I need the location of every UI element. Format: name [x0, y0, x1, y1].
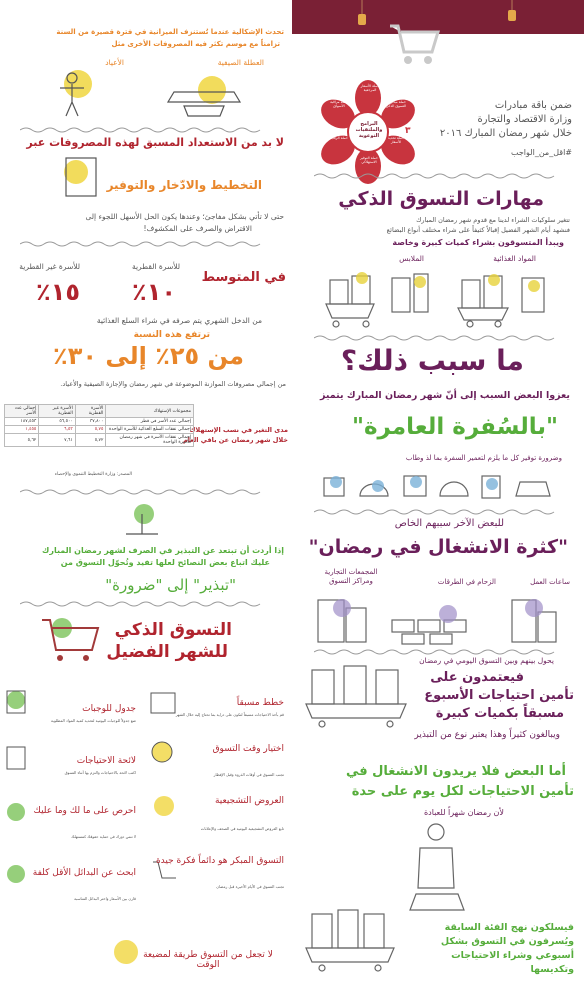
tip-desc-rights: لا تنس دورك في حماية حقوقك كمستهلك	[71, 834, 136, 839]
prepare-text: لا بد من الاستعداد المسبق لهذه المصروفات عبر	[26, 136, 284, 149]
city-icons	[312, 590, 572, 646]
label-food: المواد الغذائية	[493, 254, 536, 263]
budget-para-4: الاقتراض والصرف على المكشوف!	[143, 224, 252, 233]
tip-title-offers: العروض التشجيعية	[214, 796, 284, 806]
table-source: المصدر: وزارة التخطيط التنموي والإحصاء	[54, 472, 132, 477]
intro-line-3: خلال شهر رمضان المبارك ٢٠١٦	[439, 128, 572, 139]
tip-title-alternatives: ابحث عن البدائل الأقل كلفة	[32, 868, 136, 878]
waste-para-2: عليك اتباع بعض النصائح لعلها تفيد وتُحوّل التسوق من	[60, 558, 270, 567]
end-line-2: ويُسرفون في التسوق بشكل	[440, 936, 574, 947]
waste-quote: "تبذير" إلى "ضرورة"	[105, 576, 236, 594]
side-note-2: خلال شهر رمضان عن باقي العام	[182, 436, 288, 444]
right-column	[292, 0, 584, 1000]
tip-desc-early: تجنب التسوق في الأيام الأخيرة قبل رمضان	[216, 884, 284, 889]
busy-lead: للبعض الآخر سببهم الخاص	[394, 518, 504, 529]
green-title-2: تأمين الاحتياجات لكل يوم على حدة	[351, 784, 574, 799]
tip-desc-meal: ضع جدولاً للوجبات اليومية لتحديد كمية المواد المطلوبة	[50, 718, 136, 723]
avg-text: في المتوسط	[201, 270, 286, 285]
list-icon	[4, 744, 30, 774]
table-cell: إجمالي نفقات الأسرة في شهر رمضان للأسرة الواحدة	[106, 434, 194, 447]
stats-para-2: من إجمالي مصروفات الموازنة الموضوعة في شهر رمضان والإجازة الصيفية والأعياد.	[60, 380, 286, 388]
summer-eid-icons	[54, 62, 254, 122]
tip-title-early: التسوق المبكر هو دائماً فكرة جيدة	[155, 856, 284, 866]
intro-line-1: ضمن باقة مبادرات	[494, 100, 572, 111]
praying-man-icon	[392, 818, 482, 922]
table-cell: ١,٤٥٥	[5, 426, 39, 434]
table-cell: ٥,٧٥	[75, 426, 106, 434]
wave-divider-7	[20, 488, 270, 496]
weekly-title-2: تأمين احتياجات الأسبوع	[424, 688, 574, 703]
smart-para-1: تتغير سلوكيات الشراء لدينا مع قدوم شهر رمضان المبارك	[416, 216, 570, 224]
why-para-1: يعزوا البعض السبب إلى أنّ شهر رمضان المبارك يتميز	[319, 390, 570, 401]
clock-icon	[148, 738, 176, 768]
big-stat: من ٢٥٪ إلى ٣٠٪	[53, 342, 244, 370]
petal-label-4: حملة التوفير الاستهلاكي	[360, 156, 378, 164]
why-title: ما سبب ذلك؟	[340, 344, 524, 377]
plant-hand-icon	[120, 500, 164, 540]
rights-icon	[4, 800, 30, 830]
carts-icon-2	[302, 908, 398, 974]
wave-divider	[314, 172, 564, 180]
table-header: مجموعات الإستهلاك	[106, 405, 194, 418]
end-line-4: وتكديسها	[530, 964, 574, 975]
tip-desc-time: تجنب التسوق في أوقات الذروة وقبل الإفطار	[213, 772, 284, 777]
table-cell: إجمالي نفقات السلع الغذائية للأسرة الواحدة	[106, 426, 194, 434]
tip-title-time: اختيار وقت التسوق	[212, 744, 284, 754]
stat-qatari: ١٠٪	[132, 278, 176, 306]
consumption-table	[4, 404, 194, 447]
smart-para-2: فنشهد أيام الشهر الفضيل إقبالاً كثيفاً على شراء مختلف أنواع البضائع	[386, 226, 570, 234]
budget-para-1: تحدث الإشكالية عندما تُستنزف الميزانية في فترة قصيرة من السنة	[56, 28, 284, 36]
petal-label-3: حملة تحديد الأسعار	[387, 136, 405, 144]
table-cell: ٣٧,٨٠٠	[75, 418, 106, 426]
wave-divider-3	[314, 508, 564, 516]
flower-center-label: البرامج والملتقيات التوعوية	[355, 121, 383, 139]
busy-label-work: ساعات العمل	[530, 578, 570, 586]
tip-title-time-waste: لا تجعل من التسوق طريقة لمضيعة الوقت	[143, 950, 273, 970]
petal-label-2: حملة مبادرات التسوق الذكي	[385, 100, 407, 108]
table-cell: ٦,٥٣	[39, 426, 75, 434]
tip-title-rights: احرص على ما لك وما عليك	[33, 806, 136, 816]
wave-divider-8	[20, 600, 270, 608]
table-cell: إجمالي عدد الأسر في قطر	[106, 418, 194, 426]
alternatives-icon	[4, 862, 30, 892]
end-line-1: فيسلكون نهج الفئة السابقة	[444, 922, 574, 933]
food-icons	[320, 468, 560, 504]
tip-desc-offers: تابع العروض التشجيعية اليومية في الصحف والإعلانات	[200, 826, 284, 831]
budget-para-2: تزامناً مع موسم تكثر فيه المصروفات الأخرى مثل	[111, 40, 280, 48]
label-non-qatari: للأسرة غير القطرية	[19, 262, 80, 271]
label-clothes: الملابس	[399, 254, 424, 263]
megaphone-icon	[150, 792, 178, 822]
tip-title-meal: جدول للوجبات	[82, 704, 136, 714]
weekly-para-2: لأن رمضان شهراً للعبادة	[423, 808, 504, 817]
intro-line-2: وزارة الاقتصاد والتجارة	[477, 114, 572, 125]
stats-para-1: من الدخل الشهري يتم صرفه في شراء السلع الغذائية	[96, 316, 262, 325]
end-line-3: أسبوعي وشراء الاحتياجات	[451, 950, 574, 961]
flower-number: ٣	[405, 126, 411, 136]
wave-divider-4	[314, 648, 564, 656]
weekly-title-1: فيعتمدون على	[430, 670, 524, 685]
table-cell: ٧,٦١	[39, 434, 75, 447]
busy-label-traffic: الزحام في الطرقات	[437, 578, 496, 586]
table-header: الأسرة غير القطرية	[39, 405, 75, 418]
cart-cash-icon	[38, 610, 102, 666]
label-qatari: للأسرة القطرية	[131, 262, 180, 271]
shopping-icons	[322, 266, 562, 330]
table-cell: ٥,٦٢	[5, 434, 39, 447]
table-header: إجمالي عدد الأسر	[5, 405, 39, 418]
wave-divider-2	[314, 334, 564, 342]
petal-label-5: حملة الرقابة	[330, 136, 348, 140]
calculator-icon	[54, 154, 114, 200]
smart-sub: ويبدأ المتسوقون بشراء كميات كبيرة وخاصة	[392, 238, 564, 247]
carts-icon	[302, 664, 412, 730]
label-summer: العطلة الصيفية	[217, 58, 264, 67]
plan-text: التخطيط والادّخار والتوفير	[106, 178, 262, 192]
rise-text: ترتفع هذه النسبة	[133, 330, 210, 340]
wave-divider-5	[20, 126, 270, 134]
newspaper-icon	[148, 690, 178, 716]
budget-para-3: حتى لا تأتي بشكل مفاجئ؛ وعندها يكون الحل الأسهل اللجوء إلى	[85, 212, 284, 221]
weekly-para-1: ويبالغون كثيراً وهذا يعتبر نوع من التبذير	[414, 730, 560, 740]
why-para-2: وضرورة توفير كل ما يلزم لتعمير السفرة بما لذ وطاب	[405, 454, 562, 462]
weekly-title-3: مسبقاً بكميات كبيرة	[435, 706, 564, 721]
tips-title-1: التسوق الذكي	[114, 620, 232, 640]
wave-divider-6	[20, 240, 270, 248]
table-cell: ٥٦,٥٠٠	[39, 418, 75, 426]
tip-desc-list: اكتب لائحة بالاحتياجات والتزم بها أثناء التسوق	[64, 770, 136, 775]
waste-para-1: إذا أردت أن تبتعد عن التبذير في الصرف لشهر رمضان المبارك	[42, 546, 284, 555]
petal-label-6: حملة مراقبة الأسواق	[330, 100, 348, 108]
tip-title-list: لائحة الاحتياجات	[76, 756, 136, 766]
tip-title-plan: خطط مسبقاً	[236, 698, 284, 708]
why-quote: "بالسُفرة العامرة"	[352, 414, 558, 440]
busy-para: يحول بينهم وبين التسوق اليومي في رمضان	[419, 656, 554, 665]
table-cell: ١٨٧,٤٥٣	[5, 418, 39, 426]
busy-quote: "كثرة الانشغال في رمضان"	[308, 536, 568, 558]
label-eid: الأعياد	[105, 58, 124, 67]
tip-desc-alternatives: قارن بين الأسعار واختر البدائل المناسبة	[74, 896, 136, 901]
shopping-cart-icon	[386, 18, 442, 68]
busy-label-malls: المجمعات التجارية ومراكز التسوق	[324, 568, 378, 585]
tip-desc-plan: قم بأخذ الاحتياجات مسبقاً لتكون على دراية بما تحتاج إليه خلال الشهر	[175, 712, 284, 717]
tips-title-2: للشهر الفضيل	[106, 642, 228, 662]
table-cell: ٥,٧٢	[75, 434, 106, 447]
petal-label-1: حملة الأسعار المرجعية	[360, 84, 380, 92]
meal-schedule-icon	[4, 688, 30, 718]
green-title-1: أما البعض فلا يريدون الانشغال في	[345, 764, 566, 779]
side-note-1: مدى التغير في نسب الإستهلاك	[189, 426, 288, 434]
hashtag: #اقل_من_الواجب	[511, 148, 572, 157]
stat-non-qatari: ١٥٪	[36, 278, 80, 306]
smart-title: مهارات التسوق الذكي	[338, 188, 544, 210]
table-header: الأسرة القطرية	[75, 405, 106, 418]
